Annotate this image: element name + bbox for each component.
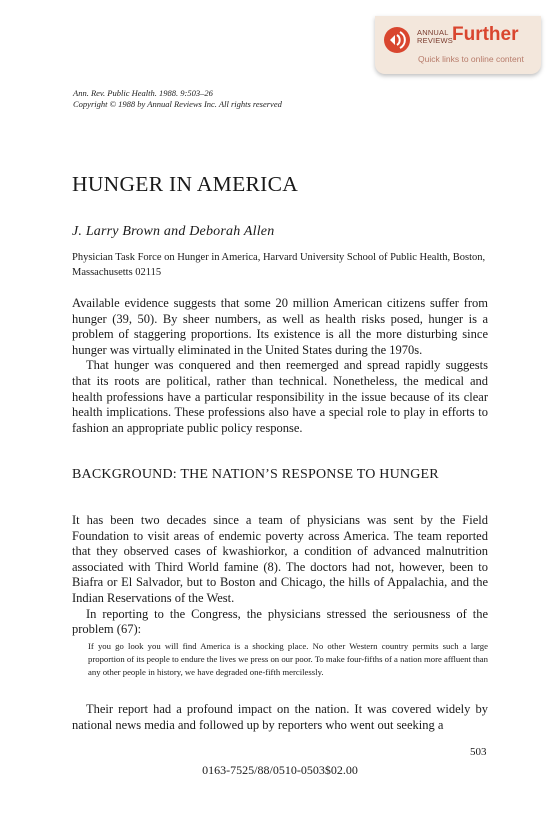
footer-code: 0163-7525/88/0510-0503$02.00: [202, 763, 358, 777]
block-quote: If you go look you will find America is a shocking place. No other Western country permits such a large proportion of its people to endure the lives we press on our poor. To make four-fifths of a nation more affluent than any other people in history, we have degraded one-fifth mercilessly.: [88, 641, 488, 677]
article-title: HUNGER IN AMERICA: [72, 172, 299, 196]
badge-line-reviews: REVIEWS: [417, 36, 453, 45]
paragraph: In reporting to the Congress, the physicians stressed the seriousness of the problem (67):: [72, 606, 488, 637]
badge-subtitle: Quick links to online content: [418, 54, 524, 64]
section-heading: BACKGROUND: THE NATION’S RESPONSE TO HUNGER: [72, 467, 439, 482]
paragraph: Available evidence suggests that some 20 million American citizens suffer from hunger (39, 50). By sheer numbers, as well as health risks posed, hunger is a problem of staggering proportions. Its existence is all the more disturbing since hunger was virtually eliminated in the United States during the 1970s.: [72, 296, 488, 357]
paragraph: Their report had a profound impact on the nation. It was covered widely by national news media and followed up by reporters who went out seeking a: [72, 702, 488, 732]
continuation-section: [72, 702, 488, 733]
intro-section: [72, 296, 488, 436]
paragraph: That hunger was conquered and then reemerged and spread rapidly suggests that its roots are political, rather than technical. Nonetheless, the medical and health professions have a particular responsibility in the issue because of its clear health implications. These professions also have a special role to play in efforts to fashion an appropriate public policy response.: [72, 358, 488, 435]
background-section: [72, 513, 488, 638]
paragraph: It has been two decades since a team of physicians was sent by the Field Foundation to visit areas of endemic poverty across America. The team reported that they observed cases of kwashiorkor, a condition of advanced malnutrition associated with Third World famine (8). The doctors had not, however, been to Biafra or El Salvador, but to Boston and Chicago, the hills of Appalachia, and the Indian Reservations of the West.: [72, 513, 488, 605]
annual-reviews-logo-icon: [384, 27, 410, 53]
citation-line: Ann. Rev. Public Health. 1988. 9:503–26: [73, 88, 213, 98]
annual-reviews-wordmark: [417, 29, 453, 45]
citation-block: [73, 88, 282, 110]
page-number: 503: [470, 746, 487, 758]
badge-line-annual: ANNUAL: [417, 28, 449, 37]
article-authors: J. Larry Brown and Deborah Allen: [72, 224, 275, 239]
copyright-line: Copyright © 1988 by Annual Reviews Inc. All rights reserved: [73, 99, 282, 109]
further-links-badge[interactable]: [375, 16, 541, 74]
badge-further-label: Further: [452, 24, 519, 45]
author-affiliation: Physician Task Force on Hunger in America, Harvard University School of Public Health, Boston, Massachusetts 02115: [72, 252, 486, 278]
